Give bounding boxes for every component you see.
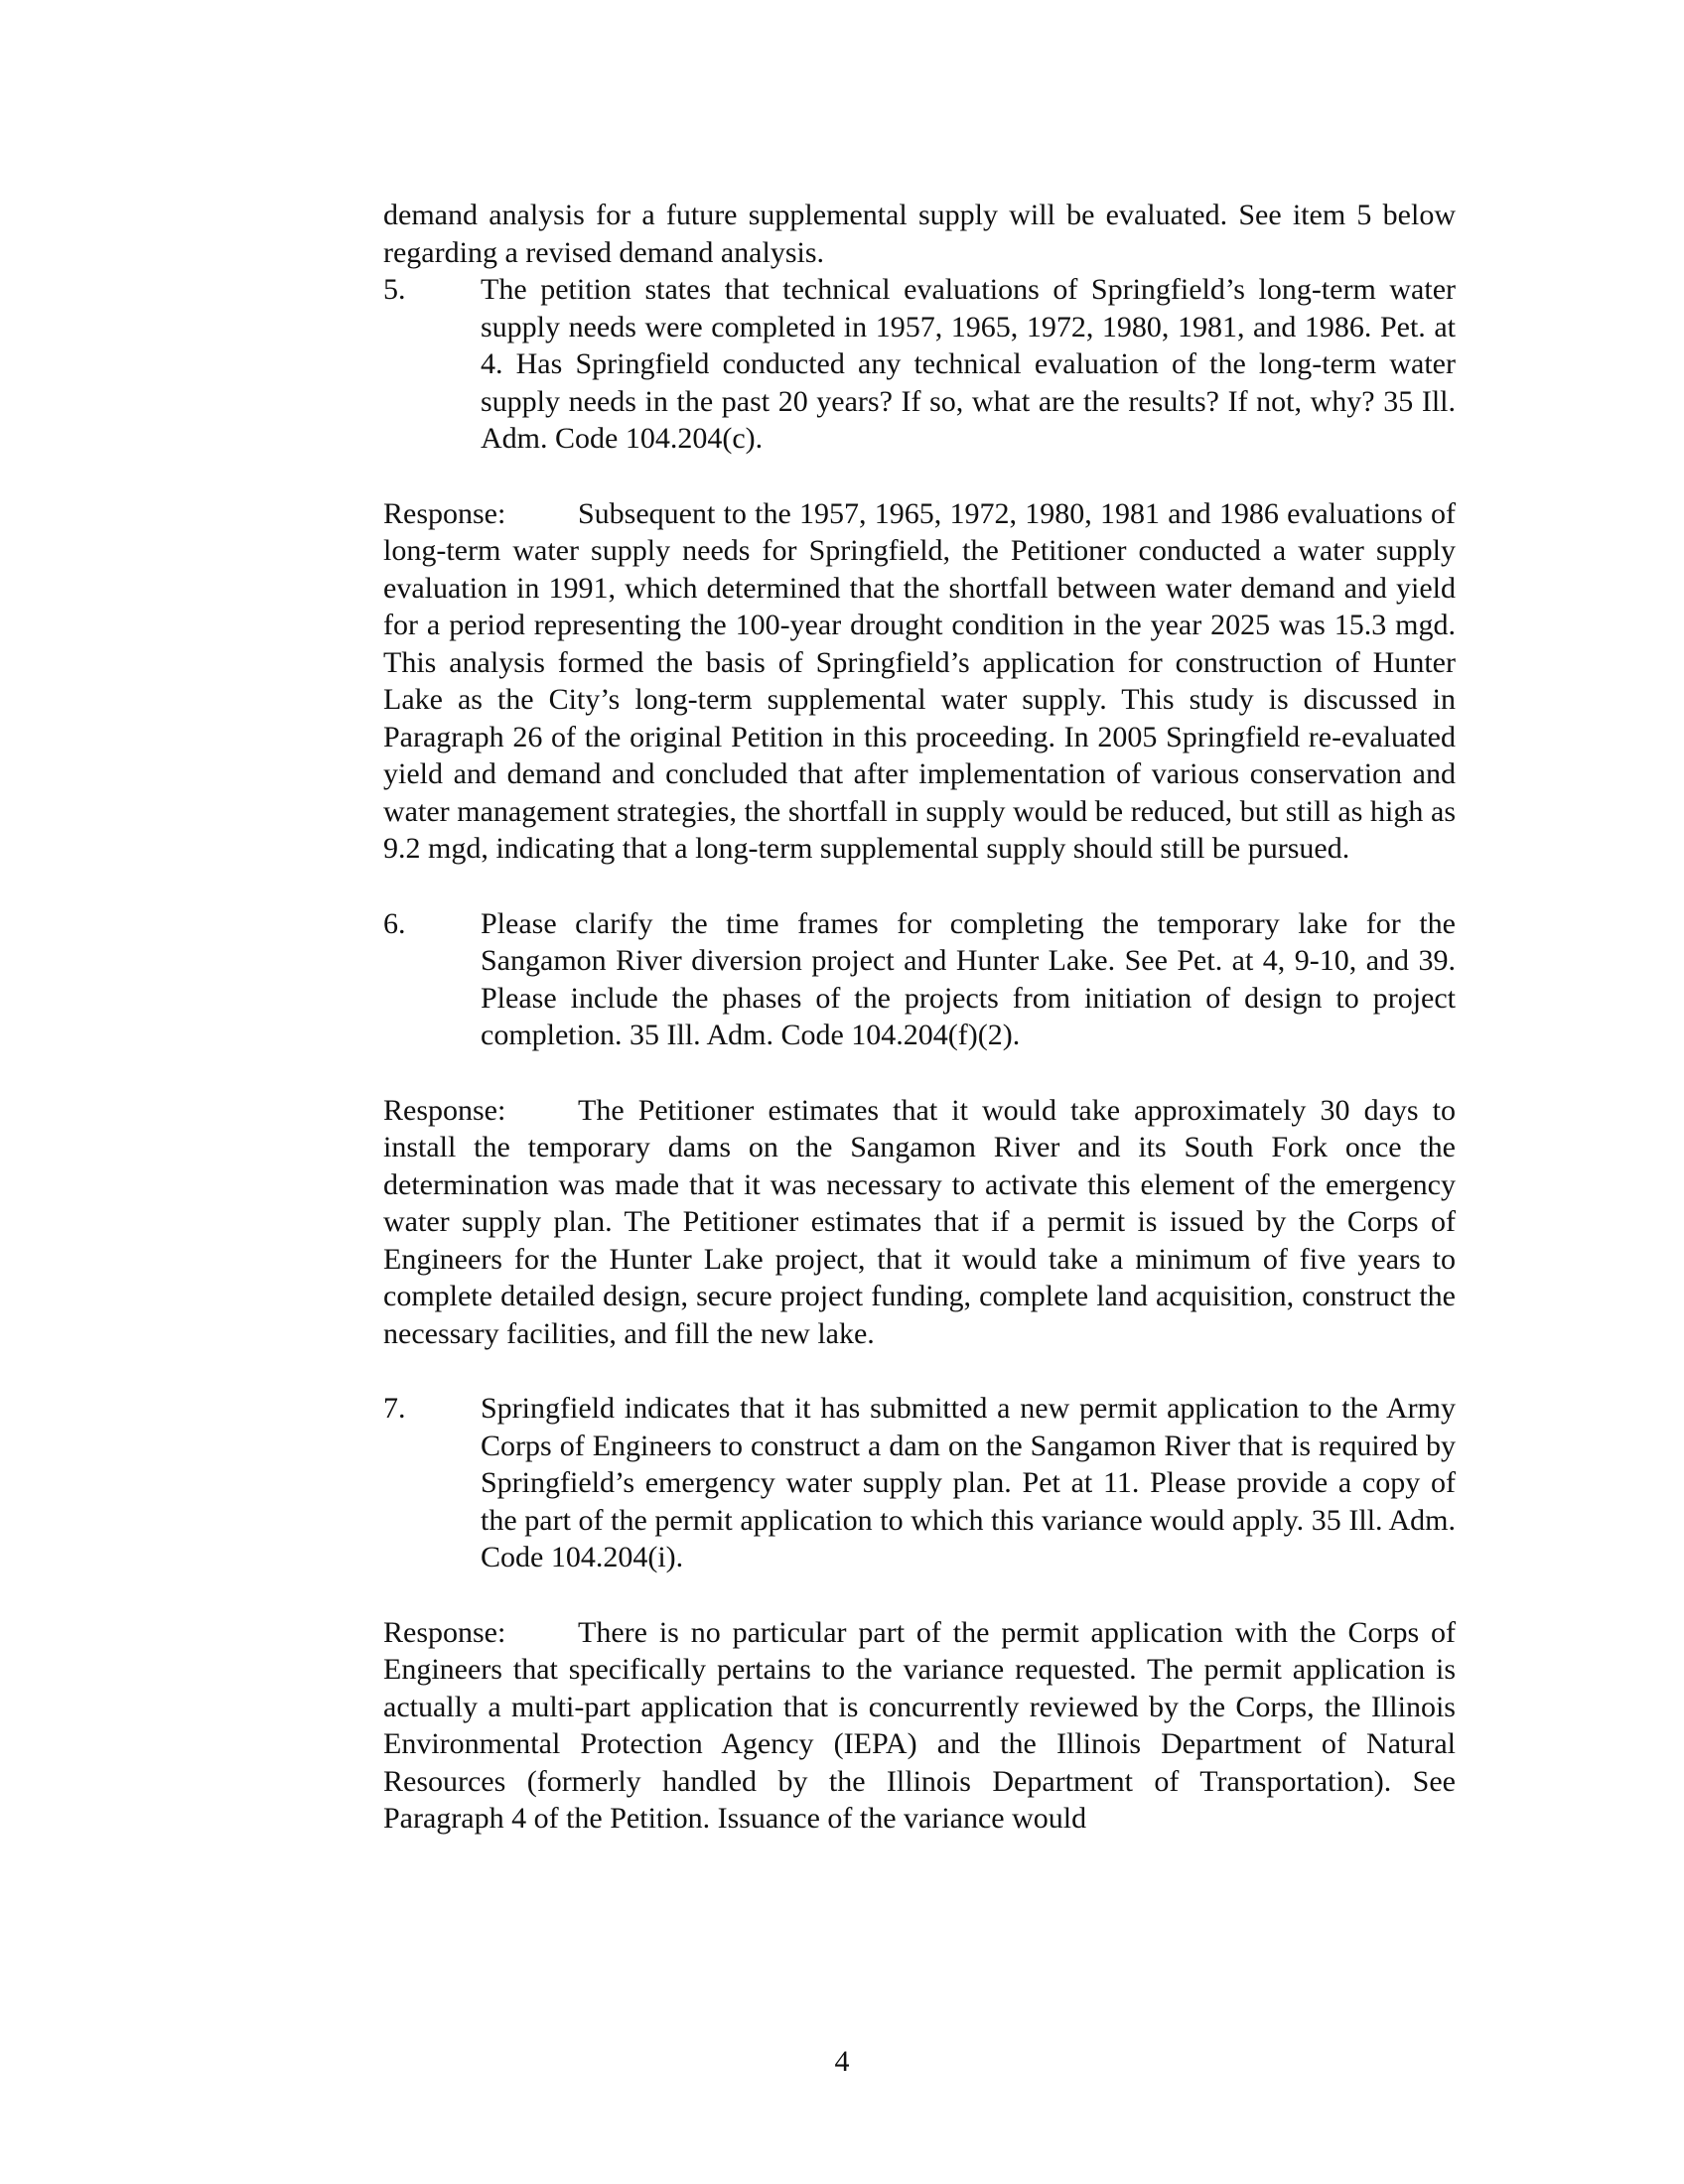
question-item-6: [383, 905, 1456, 1054]
question-number: 6.: [383, 906, 406, 940]
response-paragraph-7: [383, 1614, 1456, 1838]
intro-paragraph: demand analysis for a future supplemental supply will be evaluated. See item 5 below regarding a revised demand analysis.: [383, 199, 1456, 269]
question-text: Springfield indicates that it has submitted a new permit application to the Army Corps of Engineers to construct a dam on the Sangamon River that is required by Springfield’s emergency water supply plan. Pet at 11. Please provide a copy of the part of the permit application to which this variance would apply. 35 Ill. Adm. Code 104.204(i).: [481, 1392, 1456, 1573]
response-text: Subsequent to the 1957, 1965, 1972, 1980, 1981 and 1986 evaluations of long-term water supply needs for Springfield, the Petitioner conducted a water supply evaluation in 1991, which determined that the shortfall between water demand and yield for a period representing the 100-year drought condition in the year 2025 was 15.3 mgd. This analysis formed the basis of Springfield’s application for construction of Hunter Lake as the City’s long-term supplemental water supply. This study is discussed in Paragraph 26 of the original Petition in this proceeding. In 2005 Springfield re-evaluated yield and demand and concluded that after implementation of various conservation and water management strategies, the shortfall in supply would be reduced, but still as high as 9.2 mgd, indicating that a long-term supplemental supply should still be pursued.: [383, 496, 1456, 865]
question-text: Please clarify the time frames for completing the temporary lake for the Sangamon River diversion project and Hunter Lake. See Pet. at 4, 9-10, and 39. Please include the phases of the projects from initiation of design to project completion. 35 Ill. Adm. Code 104.204(f)(2).: [481, 906, 1456, 1051]
response-text: The Petitioner estimates that it would take approximately 30 days to install the temporary dams on the Sangamon River and its South Fork once the determination was made that it was necessary to activate this element of the emergency water supply plan. The Petitioner estimates that if a permit is issued by the Corps of Engineers for the Hunter Lake project, that it would take a minimum of five years to complete detailed design, secure project funding, complete land acquisition, construct the necessary facilities, and fill the new lake.: [383, 1093, 1456, 1350]
response-label: Response:: [383, 1615, 506, 1649]
page-number: 4: [834, 2045, 850, 2078]
response-label: Response:: [383, 496, 506, 530]
response-label: Response:: [383, 1093, 506, 1127]
document-page: [383, 197, 1456, 1838]
question-text: The petition states that technical evaluations of Springfield’s long-term water supply needs were completed in 1957, 1965, 1972, 1980, 1981, and 1986. Pet. at 4. Has Springfield conducted any technical evaluation of the long-term water supply needs in the past 20 years? If so, what are the results? If not, why? 35 Ill. Adm. Code 104.204(c).: [481, 273, 1456, 455]
response-paragraph-6: [383, 1092, 1456, 1353]
question-item-7: [383, 1390, 1456, 1576]
question-number: 7.: [383, 1392, 406, 1425]
response-text: There is no particular part of the permit application with the Corps of Engineers that specifically pertains to the variance requested. The permit application is actually a multi-part application that is concurrently reviewed by the Corps, the Illinois Environmental Protection Agency (IEPA) and the Illinois Department of Natural Resources (formerly handled by the Illinois Department of Transportation). See Paragraph 4 of the Petition. Issuance of the variance would: [383, 1615, 1456, 1835]
question-item-5: [383, 271, 1456, 458]
response-paragraph-5: [383, 495, 1456, 868]
question-number: 5.: [383, 273, 406, 306]
